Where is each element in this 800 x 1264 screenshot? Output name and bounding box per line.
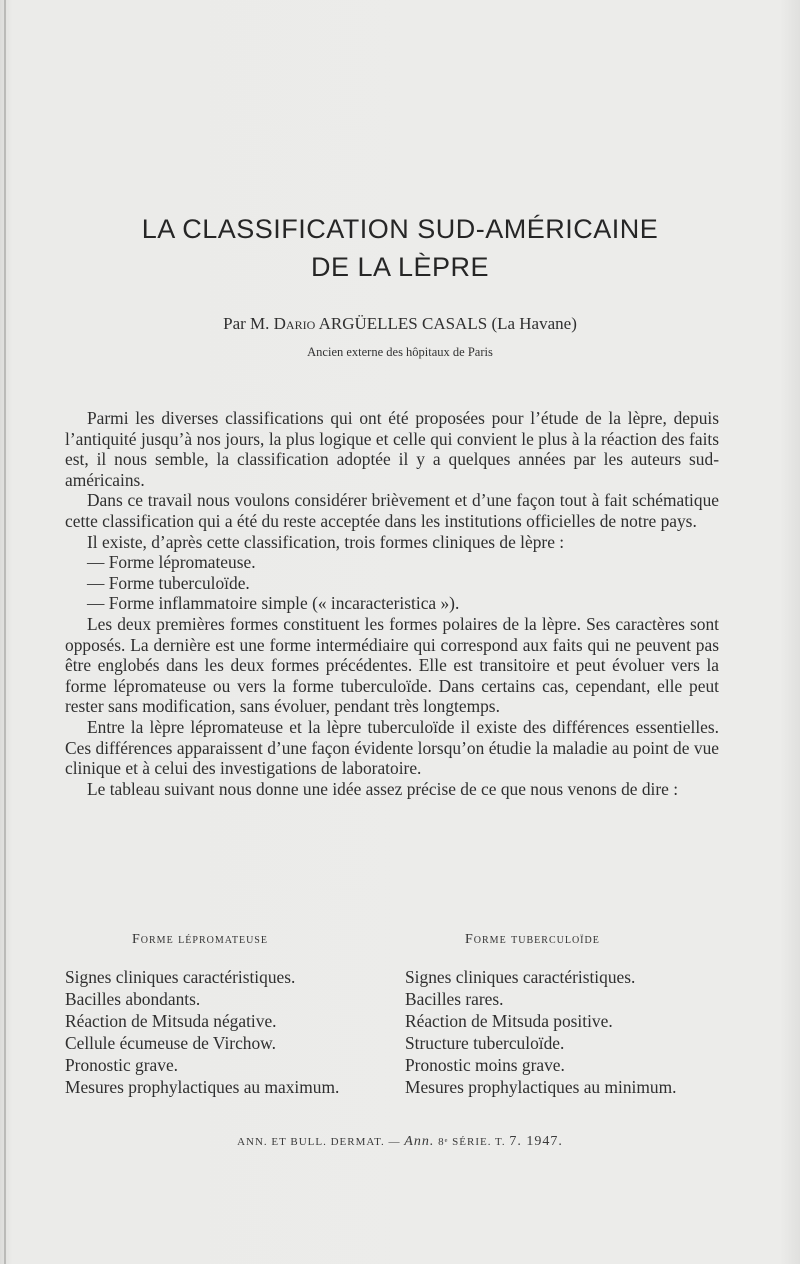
paragraph: Les deux premières formes constituent les formes polaires de la lèpre. Ses caractères sont opposés. La dernière est une forme intermédiaire qui correspond aux faits qui ne peuvent pas être englobés dans les deux formes précédentes. Elle est transitoire et peut évoluer vers la forme lépromateuse ou vers la forme tuberculoïde. Dans certains cas, cependant, elle peut rester sans modification, sans évoluer, pendant très longtemps.	[65, 613, 719, 717]
byline-prefix: Par M.	[223, 314, 274, 333]
paragraph: Dans ce travail nous voulons considérer brièvement et d’une façon tout à fait schématique cette classification qui a été du reste acceptée dans les institutions officielles de notre pays.	[65, 490, 719, 531]
paragraph: Il existe, d’après cette classification, trois formes cliniques de lèpre :	[87, 531, 565, 552]
footer-publication: ANN. ET BULL. DERMAT. —	[237, 1136, 405, 1148]
paragraph: Le tableau suivant nous donne une idée assez précise de ce que nous venons de dire :	[87, 778, 679, 799]
footer-series: 8ᵉ SÉRIE. T.	[434, 1136, 510, 1148]
table-row: Signes cliniques caractéristiques.	[405, 967, 636, 987]
footer-volume: 7	[509, 1134, 518, 1149]
page-footer	[0, 1134, 800, 1150]
list-item: — Forme lépromateuse.	[87, 552, 256, 573]
table-row: Réaction de Mitsuda positive.	[405, 1011, 613, 1031]
paragraph: Entre la lèpre lépromateuse et la lèpre tuberculoïde il existe des différences essentielles. Ces différences apparaissent d’une façon évidente lorsqu’on étudie la maladie au point de vue clinique et à celui des investigations de laboratoire.	[65, 716, 719, 779]
lepromatous-heading: Forme lépromateuse	[132, 932, 268, 947]
article-body	[65, 408, 719, 799]
tuberculoid-heading: Forme tuberculoïde	[465, 932, 600, 947]
lepromatous-list	[65, 966, 365, 1098]
author-last-name: ARGÜELLES CASALS	[318, 314, 488, 333]
author-first-name: Dario	[273, 314, 316, 333]
footer-journal: Ann.	[404, 1134, 435, 1149]
table-row: Structure tuberculoïde.	[405, 1033, 565, 1053]
table-row: Bacilles rares.	[405, 989, 504, 1009]
lepromatous-column	[65, 932, 365, 1098]
list-item: — Forme tuberculoïde.	[87, 572, 250, 593]
table-row: Signes cliniques caractéristiques.	[65, 967, 296, 987]
table-row: Cellule écumeuse de Virchow.	[65, 1033, 276, 1053]
binding-edge	[4, 0, 6, 1264]
article-title-line-1: LA CLASSIFICATION SUD-AMÉRICAINE	[141, 214, 659, 244]
author-byline	[0, 314, 800, 334]
table-row: Réaction de Mitsuda négative.	[65, 1011, 277, 1031]
list-item: — Forme inflammatoire simple (« incaracteristica »).	[87, 593, 460, 614]
table-row: Bacilles abondants.	[65, 989, 201, 1009]
table-row: Pronostic grave.	[65, 1055, 179, 1075]
tuberculoid-column	[405, 932, 730, 1098]
author-affiliation: Ancien externe des hôpitaux de Paris	[307, 345, 493, 359]
article-title-line-2: DE LA LÈPRE	[310, 252, 490, 282]
paragraph: Parmi les diverses classifications qui ont été proposées pour l’étude de la lèpre, depuis l’antiquité jusqu’à nos jours, la plus logique et celle qui convient le plus à la réaction des faits est, il nous semble, la classification adoptée il y a quelques années par les auteurs sud-américains.	[65, 408, 719, 490]
table-row: Mesures prophylactiques au minimum.	[405, 1077, 677, 1097]
author-place: (La Havane)	[491, 314, 577, 333]
tuberculoid-list	[405, 966, 730, 1098]
table-row: Pronostic moins grave.	[405, 1055, 565, 1075]
footer-year: . 1947.	[517, 1134, 563, 1149]
table-row: Mesures prophylactiques au maximum.	[65, 1077, 340, 1097]
